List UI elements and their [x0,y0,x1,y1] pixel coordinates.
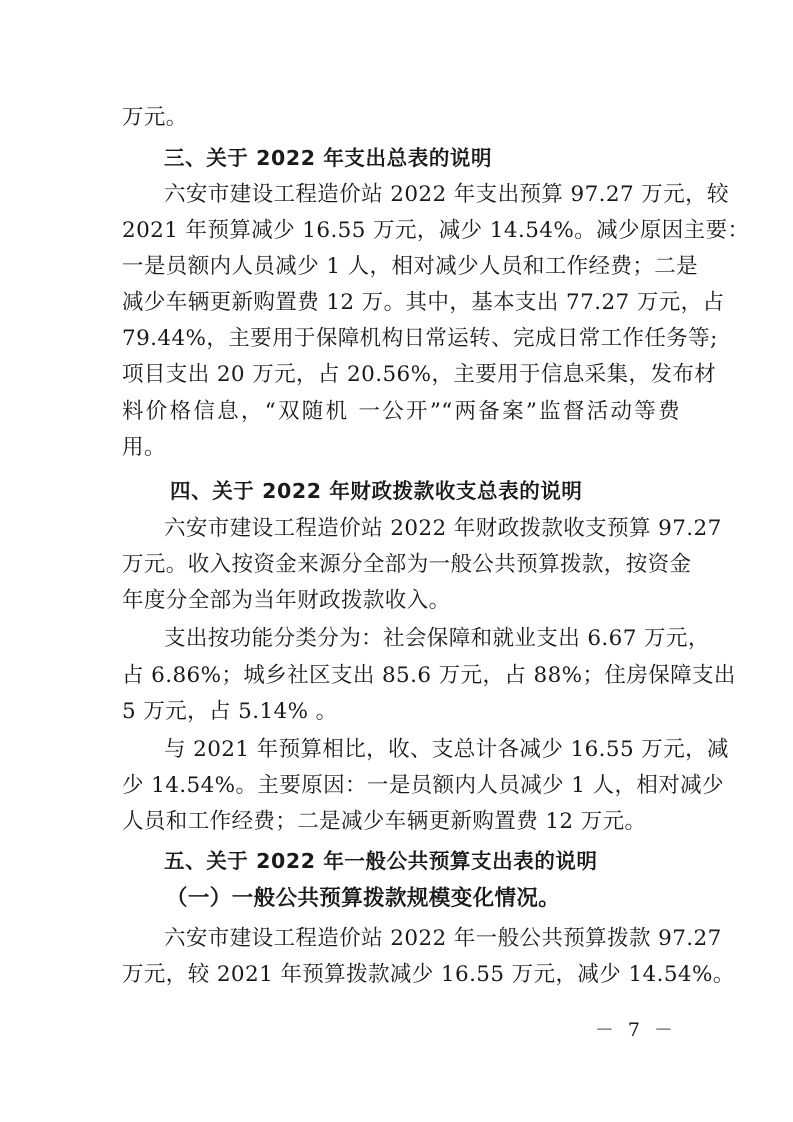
section-heading-5: 五、关于 2022 年一般公共预算支出表的说明 [164,849,598,873]
paragraph-line: 六安市建设工程造价站 2022 年支出预算 97.27 万元，较 [164,182,729,207]
paragraph-line: 一是员额内人员减少 1 人，相对减少人员和工作经费；二是 [122,254,699,279]
page-number: － 7 － [594,1019,677,1041]
paragraph-line: 人员和工作经费；二是减少车辆更新购置费 12 万元。 [122,809,647,834]
paragraph-line: 万元，较 2021 年预算拨款减少 16.55 万元，减少 14.54%。 [122,962,735,987]
paragraph-line: 占 6.86%；城乡社区支出 85.6 万元，占 88%；住房保障支出 [122,663,736,688]
paragraph-line: 与 2021 年预算相比，收、支总计各减少 16.55 万元，减 [164,737,729,762]
paragraph-line: 项目支出 20 万元，占 20.56%，主要用于信息采集，发布材 [122,362,717,387]
subsection-heading: （一）一般公共预算拨款规模变化情况。 [166,886,561,911]
section-heading-3: 三、关于 2022 年支出总表的说明 [164,146,493,170]
paragraph-line: 料价格信息，“双随机 一公开”“两备案”监督活动等费 [122,399,680,424]
paragraph-line: 万元。收入按资金来源分全部为一般公共预算拨款，按资金 [122,552,692,577]
paragraph-line: 支出按功能分类分为：社会保障和就业支出 6.67 万元， [164,626,710,651]
paragraph-line: 2021 年预算减少 16.55 万元，减少 14.54%。减少原因主要： [122,218,750,243]
paragraph-line: 5 万元，占 5.14% 。 [122,699,338,724]
paragraph-line: 六安市建设工程造价站 2022 年财政拨款收支预算 97.27 [164,516,722,541]
paragraph-line: 少 14.54%。主要原因：一是员额内人员减少 1 人，相对减少 [122,773,724,798]
paragraph-line: 六安市建设工程造价站 2022 年一般公共预算拨款 97.27 [164,926,722,951]
section-heading-4: 四、关于 2022 年财政拨款收支总表的说明 [170,479,583,503]
paragraph-line: 年度分全部为当年财政拨款收入。 [122,588,451,613]
paragraph-line: 万元。 [122,105,188,130]
paragraph-line: 用。 [122,435,166,460]
paragraph-line: 79.44%，主要用于保障机构日常运转、完成日常工作任务等; [122,326,718,351]
paragraph-line: 减少车辆更新购置费 12 万。其中，基本支出 77.27 万元，占 [122,290,725,315]
